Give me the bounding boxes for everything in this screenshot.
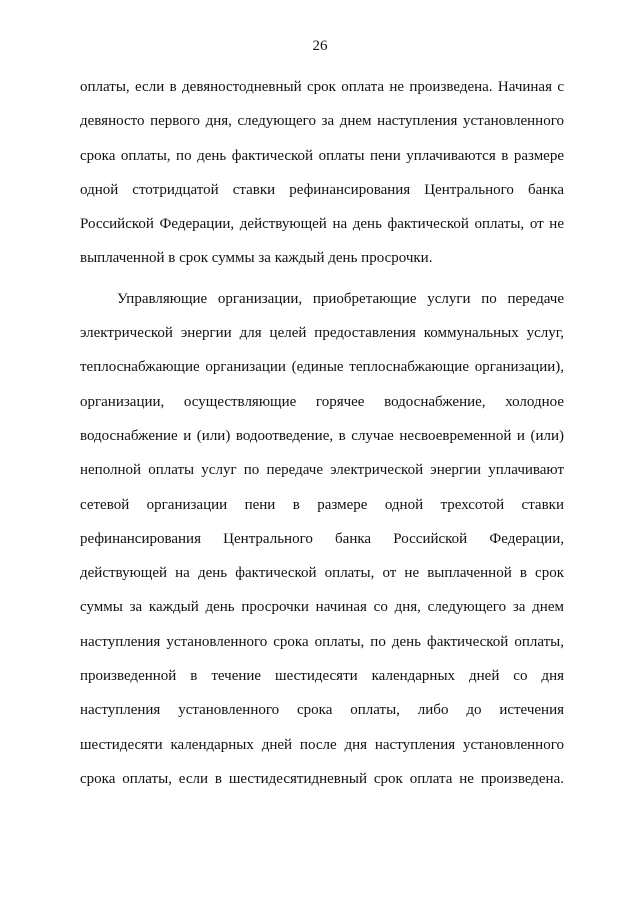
text-line: действующей на день фактической оплаты, от не выплаченной в срок bbox=[80, 565, 564, 582]
paragraph-2 bbox=[80, 282, 564, 796]
text-line: выплаченной в срок суммы за каждый день просрочки. bbox=[80, 250, 433, 267]
text-line: оплаты, если в девяностодневный срок оплата не произведена. Начиная с bbox=[80, 79, 564, 95]
text-line: неполной оплаты услуг по передаче электрической энергии уплачивают bbox=[80, 462, 564, 479]
text-line: теплоснабжающие организации (единые теплоснабжающие организации), bbox=[80, 359, 564, 376]
text-line: сетевой организации пени в размере одной трехсотой ставки bbox=[80, 496, 564, 513]
document-body bbox=[80, 70, 564, 802]
text-line: Управляющие организации, приобретающие услуги по передаче bbox=[117, 290, 564, 307]
page-number: 26 bbox=[312, 38, 328, 54]
text-line: одной стотридцатой ставки рефинансирования Центрального банка bbox=[80, 181, 564, 198]
text-line: срока оплаты, по день фактической оплаты пени уплачиваются в размере bbox=[80, 147, 564, 164]
text-line: наступления установленного срока оплаты, либо до истечения bbox=[80, 702, 564, 719]
text-line: девяносто первого дня, следующего за днем наступления установленного bbox=[80, 113, 564, 130]
paragraph-1 bbox=[80, 70, 564, 276]
text-line: рефинансирования Центрального банка Российской Федерации, bbox=[80, 530, 564, 547]
text-line: наступления установленного срока оплаты, по день фактической оплаты, bbox=[80, 633, 564, 650]
text-line: организации, осуществляющие горячее водоснабжение, холодное bbox=[80, 393, 564, 410]
text-line: срока оплаты, если в шестидесятидневный срок оплата не произведена. bbox=[80, 770, 564, 787]
text-line: шестидесяти календарных дней после дня наступления установленного bbox=[80, 736, 564, 753]
text-line: электрической энергии для целей предоставления коммунальных услуг, bbox=[80, 325, 564, 342]
text-line: произведенной в течение шестидесяти календарных дней со дня bbox=[80, 668, 564, 685]
text-line: суммы за каждый день просрочки начиная со дня, следующего за днем bbox=[80, 599, 564, 616]
text-line: Российской Федерации, действующей на день фактической оплаты, от не bbox=[80, 216, 564, 233]
text-line: водоснабжение и (или) водоотведение, в случае несвоевременной и (или) bbox=[80, 427, 564, 444]
